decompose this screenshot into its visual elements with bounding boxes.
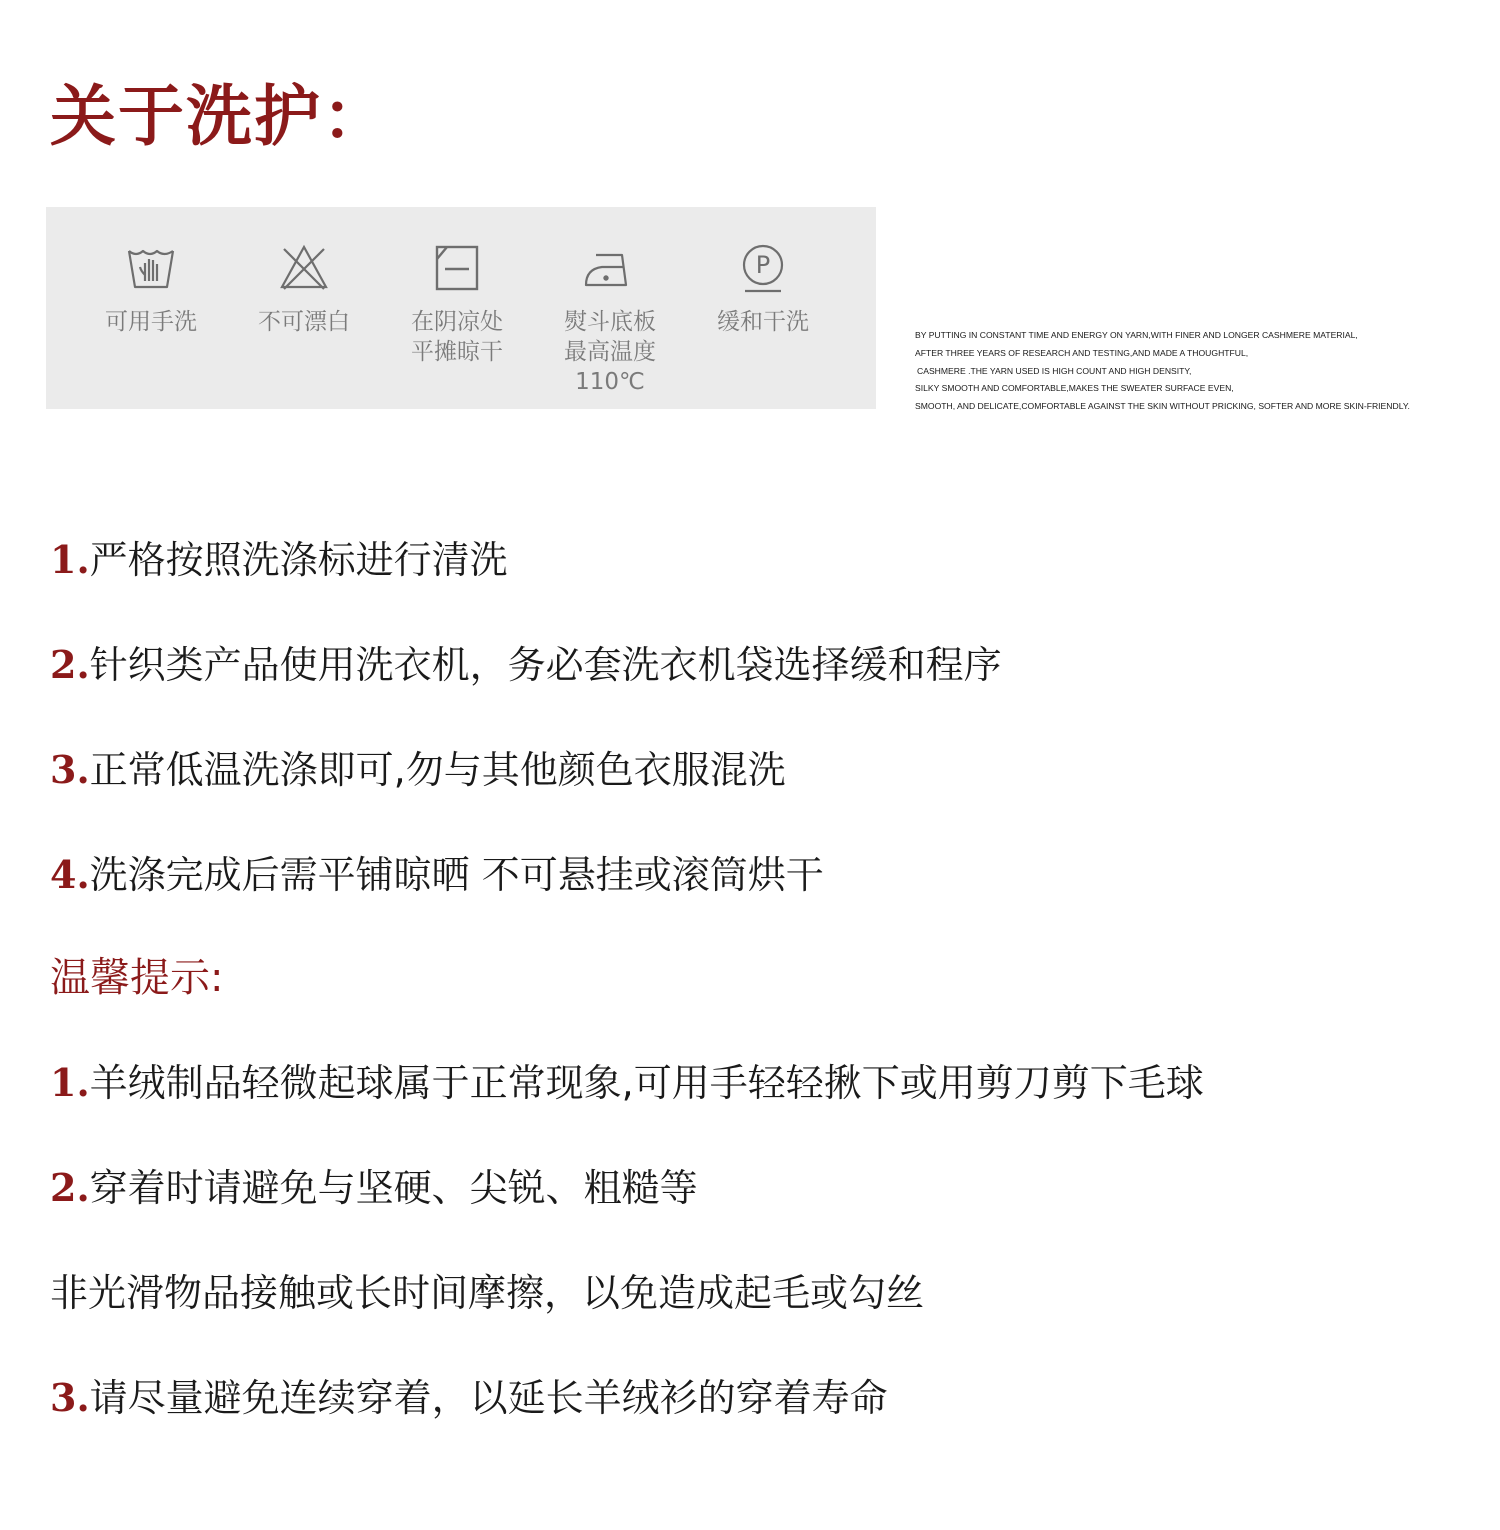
care-item-hand-wash bbox=[76, 241, 226, 337]
item-number: 2. bbox=[50, 1165, 90, 1210]
english-line: SILKY SMOOTH AND COMFORTABLE,MAKES THE SWEATER SURFACE EVEN, bbox=[915, 383, 1234, 394]
item-text: 羊绒制品轻微起球属于正常现象,可用手轻轻揪下或用剪刀剪下毛球 bbox=[89, 1061, 1204, 1105]
care-instruction-1 bbox=[50, 535, 508, 585]
care-label-hand-wash: 可用手洗 bbox=[105, 309, 197, 335]
page-title: 关于洗护： bbox=[50, 78, 390, 155]
item-number: 3. bbox=[50, 747, 90, 792]
care-instruction-2 bbox=[50, 640, 1002, 690]
care-instruction-4 bbox=[50, 850, 824, 900]
item-number: 1. bbox=[50, 537, 90, 582]
gentle-dry-clean-icon bbox=[735, 241, 791, 297]
item-text: 正常低温洗涤即可,勿与其他颜色衣服混洗 bbox=[89, 748, 786, 792]
care-item-iron bbox=[535, 241, 685, 397]
english-description bbox=[915, 327, 1475, 416]
tip-1 bbox=[50, 1058, 1204, 1108]
care-symbols-panel bbox=[46, 207, 876, 409]
item-text: 针织类产品使用洗衣机，务必套洗衣机袋选择缓和程序 bbox=[89, 643, 1002, 687]
item-text: 洗涤完成后需平铺晾晒 不可悬挂或滚筒烘干 bbox=[89, 853, 824, 897]
no-bleach-icon bbox=[276, 241, 332, 297]
english-line: CASHMERE .THE YARN USED IS HIGH COUNT AND HIGH DENSITY, bbox=[917, 365, 1192, 376]
tips-heading: 温馨提示: bbox=[50, 955, 224, 1001]
item-number: 4. bbox=[50, 852, 90, 897]
hand-wash-icon bbox=[123, 241, 179, 297]
care-item-dry-clean bbox=[688, 241, 838, 337]
item-text: 严格按照洗涤标进行清洗 bbox=[89, 538, 508, 582]
svg-text:P: P bbox=[755, 251, 771, 279]
english-line: BY PUTTING IN CONSTANT TIME AND ENERGY ON YARN,WITH FINER AND LONGER CASHMERE MATERIAL, bbox=[915, 330, 1358, 340]
care-instruction-3 bbox=[50, 745, 786, 795]
item-number: 3. bbox=[50, 1375, 90, 1420]
care-item-dry-flat bbox=[382, 241, 532, 367]
tip-3 bbox=[50, 1373, 888, 1423]
tip-2-continued bbox=[50, 1268, 924, 1318]
care-label-dry-flat: 在阴凉处 平摊晾干 bbox=[411, 309, 503, 365]
care-label-iron: 熨斗底板 最高温度 110℃ bbox=[564, 309, 656, 395]
care-label-dry-clean: 缓和干洗 bbox=[717, 309, 809, 335]
item-text: 非光滑物品接触或长时间摩擦，以免造成起毛或勾丝 bbox=[50, 1271, 925, 1315]
care-item-no-bleach bbox=[229, 241, 379, 337]
item-text: 请尽量避免连续穿着，以延长羊绒衫的穿着寿命 bbox=[89, 1376, 888, 1420]
care-label-no-bleach: 不可漂白 bbox=[258, 309, 350, 335]
tip-2 bbox=[50, 1163, 698, 1213]
dry-flat-shade-icon bbox=[429, 241, 485, 297]
item-number: 1. bbox=[50, 1060, 90, 1105]
english-line: AFTER THREE YEARS OF RESEARCH AND TESTING,AND MADE A THOUGHTFUL, bbox=[915, 347, 1249, 358]
item-number: 2. bbox=[50, 642, 90, 687]
english-line: SMOOTH, AND DELICATE,COMFORTABLE AGAINST THE SKIN WITHOUT PRICKING, SOFTER AND MORE SKIN-FRIENDLY. bbox=[915, 401, 1410, 412]
item-text: 穿着时请避免与坚硬、尖锐、粗糙等 bbox=[89, 1166, 698, 1210]
iron-low-temp-icon bbox=[582, 241, 638, 297]
